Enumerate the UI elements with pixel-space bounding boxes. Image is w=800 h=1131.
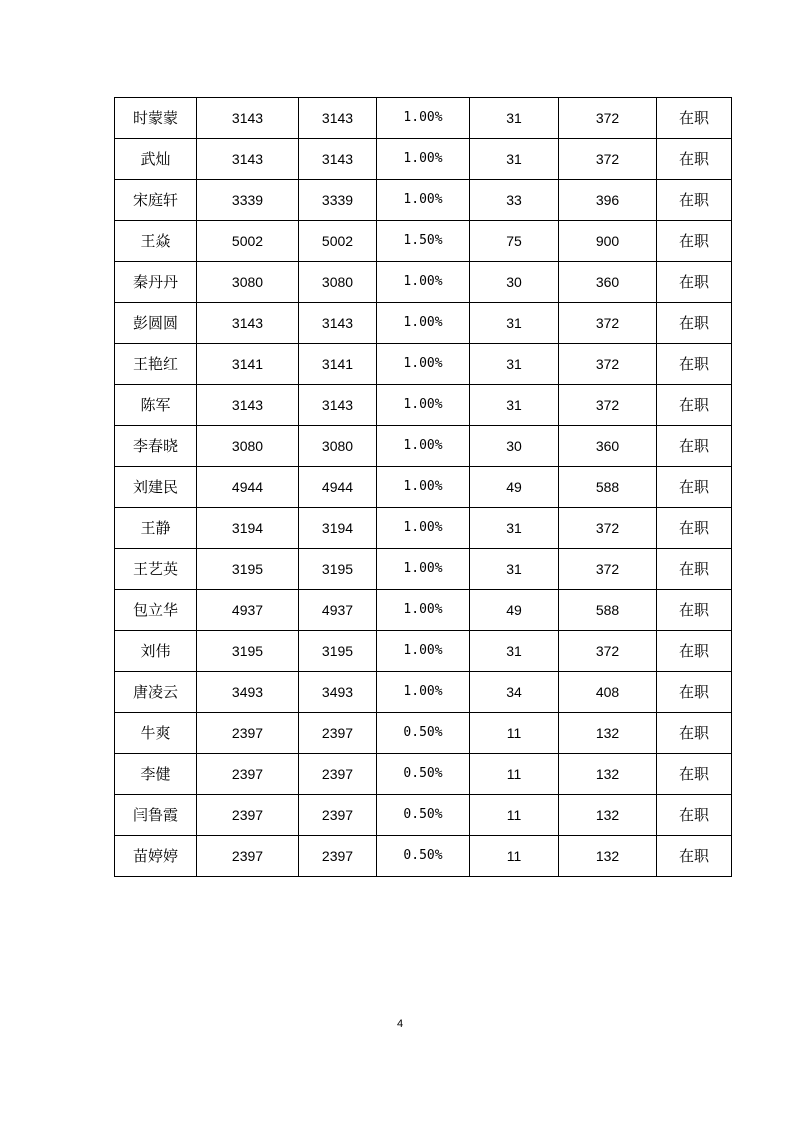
employment-status-cell: 在职 (657, 672, 732, 713)
table-row (115, 672, 732, 713)
base-salary-cell: 3195 (197, 631, 299, 672)
monthly-amount-cell: 11 (470, 754, 559, 795)
rate-cell: 1.00% (377, 303, 470, 344)
yearly-amount-cell: 588 (559, 467, 657, 508)
monthly-amount-cell: 31 (470, 631, 559, 672)
monthly-amount-cell: 31 (470, 139, 559, 180)
base-salary-cell: 2397 (197, 754, 299, 795)
base-salary-cell: 3493 (197, 672, 299, 713)
employment-status-cell: 在职 (657, 139, 732, 180)
employee-name-cell: 时蒙蒙 (115, 98, 197, 139)
monthly-amount-cell: 30 (470, 426, 559, 467)
contribution-base-cell: 3143 (299, 385, 377, 426)
rate-cell: 1.00% (377, 98, 470, 139)
employee-name-cell: 武灿 (115, 139, 197, 180)
employment-status-cell: 在职 (657, 467, 732, 508)
rate-cell: 0.50% (377, 836, 470, 877)
employee-name-cell: 唐凌云 (115, 672, 197, 713)
table-row (115, 344, 732, 385)
yearly-amount-cell: 372 (559, 508, 657, 549)
base-salary-cell: 5002 (197, 221, 299, 262)
monthly-amount-cell: 31 (470, 344, 559, 385)
table-row (115, 98, 732, 139)
base-salary-cell: 3143 (197, 98, 299, 139)
page-number: 4 (396, 1018, 404, 1030)
base-salary-cell: 3143 (197, 385, 299, 426)
employee-name-cell: 彭圆圆 (115, 303, 197, 344)
employee-name-cell: 李春晓 (115, 426, 197, 467)
employment-status-cell: 在职 (657, 713, 732, 754)
base-salary-cell: 3080 (197, 262, 299, 303)
base-salary-cell: 4937 (197, 590, 299, 631)
employment-status-cell: 在职 (657, 590, 732, 631)
employment-status-cell: 在职 (657, 795, 732, 836)
rate-cell: 0.50% (377, 713, 470, 754)
contribution-base-cell: 2397 (299, 836, 377, 877)
rate-cell: 1.00% (377, 385, 470, 426)
contribution-base-cell: 2397 (299, 795, 377, 836)
table-row (115, 385, 732, 426)
table-row (115, 713, 732, 754)
contribution-base-cell: 3141 (299, 344, 377, 385)
employment-status-cell: 在职 (657, 385, 732, 426)
contribution-base-cell: 3339 (299, 180, 377, 221)
yearly-amount-cell: 588 (559, 590, 657, 631)
rate-cell: 1.50% (377, 221, 470, 262)
base-salary-cell: 3143 (197, 303, 299, 344)
rate-cell: 1.00% (377, 508, 470, 549)
monthly-amount-cell: 49 (470, 467, 559, 508)
contribution-base-cell: 3143 (299, 139, 377, 180)
employment-status-cell: 在职 (657, 508, 732, 549)
contribution-base-cell: 4944 (299, 467, 377, 508)
base-salary-cell: 3194 (197, 508, 299, 549)
yearly-amount-cell: 372 (559, 631, 657, 672)
monthly-amount-cell: 49 (470, 590, 559, 631)
employee-name-cell: 刘建民 (115, 467, 197, 508)
yearly-amount-cell: 372 (559, 303, 657, 344)
base-salary-cell: 3080 (197, 426, 299, 467)
table-row (115, 426, 732, 467)
base-salary-cell: 2397 (197, 836, 299, 877)
employee-name-cell: 王艺英 (115, 549, 197, 590)
employment-status-cell: 在职 (657, 549, 732, 590)
table-row (115, 795, 732, 836)
employment-status-cell: 在职 (657, 98, 732, 139)
employment-status-cell: 在职 (657, 221, 732, 262)
monthly-amount-cell: 33 (470, 180, 559, 221)
base-salary-cell: 3141 (197, 344, 299, 385)
table-row (115, 180, 732, 221)
yearly-amount-cell: 360 (559, 426, 657, 467)
monthly-amount-cell: 31 (470, 508, 559, 549)
table-row (115, 754, 732, 795)
monthly-amount-cell: 31 (470, 98, 559, 139)
rate-cell: 1.00% (377, 180, 470, 221)
employee-name-cell: 陈军 (115, 385, 197, 426)
rate-cell: 1.00% (377, 139, 470, 180)
employee-name-cell: 王静 (115, 508, 197, 549)
employee-name-cell: 刘伟 (115, 631, 197, 672)
contribution-base-cell: 3194 (299, 508, 377, 549)
rate-cell: 1.00% (377, 672, 470, 713)
monthly-amount-cell: 11 (470, 836, 559, 877)
base-salary-cell: 3143 (197, 139, 299, 180)
employment-status-cell: 在职 (657, 836, 732, 877)
yearly-amount-cell: 132 (559, 713, 657, 754)
monthly-amount-cell: 31 (470, 385, 559, 426)
employee-name-cell: 牛爽 (115, 713, 197, 754)
table-row (115, 262, 732, 303)
base-salary-cell: 4944 (197, 467, 299, 508)
table-row (115, 139, 732, 180)
rate-cell: 1.00% (377, 344, 470, 385)
yearly-amount-cell: 372 (559, 344, 657, 385)
employment-status-cell: 在职 (657, 754, 732, 795)
table-row (115, 836, 732, 877)
yearly-amount-cell: 360 (559, 262, 657, 303)
monthly-amount-cell: 11 (470, 795, 559, 836)
rate-cell: 1.00% (377, 467, 470, 508)
rate-cell: 1.00% (377, 426, 470, 467)
table-row (115, 221, 732, 262)
contribution-base-cell: 2397 (299, 754, 377, 795)
contribution-base-cell: 3195 (299, 549, 377, 590)
rate-cell: 1.00% (377, 631, 470, 672)
yearly-amount-cell: 372 (559, 549, 657, 590)
rate-cell: 0.50% (377, 754, 470, 795)
base-salary-cell: 2397 (197, 713, 299, 754)
monthly-amount-cell: 30 (470, 262, 559, 303)
table-row (115, 549, 732, 590)
staff-table (114, 97, 732, 877)
employee-name-cell: 王焱 (115, 221, 197, 262)
monthly-amount-cell: 31 (470, 549, 559, 590)
base-salary-cell: 3339 (197, 180, 299, 221)
yearly-amount-cell: 132 (559, 754, 657, 795)
monthly-amount-cell: 11 (470, 713, 559, 754)
table-row (115, 303, 732, 344)
staff-table-body (115, 98, 732, 877)
yearly-amount-cell: 372 (559, 385, 657, 426)
employee-name-cell: 王艳红 (115, 344, 197, 385)
yearly-amount-cell: 900 (559, 221, 657, 262)
contribution-base-cell: 3143 (299, 303, 377, 344)
employment-status-cell: 在职 (657, 303, 732, 344)
monthly-amount-cell: 31 (470, 303, 559, 344)
employment-status-cell: 在职 (657, 180, 732, 221)
table-row (115, 590, 732, 631)
employment-status-cell: 在职 (657, 262, 732, 303)
employment-status-cell: 在职 (657, 426, 732, 467)
contribution-base-cell: 5002 (299, 221, 377, 262)
employee-name-cell: 包立华 (115, 590, 197, 631)
employment-status-cell: 在职 (657, 631, 732, 672)
contribution-base-cell: 3195 (299, 631, 377, 672)
table-row (115, 467, 732, 508)
yearly-amount-cell: 372 (559, 139, 657, 180)
yearly-amount-cell: 408 (559, 672, 657, 713)
rate-cell: 1.00% (377, 549, 470, 590)
contribution-base-cell: 3493 (299, 672, 377, 713)
table-row (115, 631, 732, 672)
base-salary-cell: 2397 (197, 795, 299, 836)
base-salary-cell: 3195 (197, 549, 299, 590)
employment-status-cell: 在职 (657, 344, 732, 385)
contribution-base-cell: 4937 (299, 590, 377, 631)
contribution-base-cell: 3080 (299, 262, 377, 303)
monthly-amount-cell: 34 (470, 672, 559, 713)
rate-cell: 1.00% (377, 262, 470, 303)
yearly-amount-cell: 372 (559, 98, 657, 139)
yearly-amount-cell: 396 (559, 180, 657, 221)
rate-cell: 1.00% (377, 590, 470, 631)
employee-name-cell: 苗婷婷 (115, 836, 197, 877)
employee-name-cell: 秦丹丹 (115, 262, 197, 303)
contribution-base-cell: 3143 (299, 98, 377, 139)
yearly-amount-cell: 132 (559, 795, 657, 836)
monthly-amount-cell: 75 (470, 221, 559, 262)
employee-name-cell: 李健 (115, 754, 197, 795)
yearly-amount-cell: 132 (559, 836, 657, 877)
rate-cell: 0.50% (377, 795, 470, 836)
contribution-base-cell: 2397 (299, 713, 377, 754)
table-row (115, 508, 732, 549)
contribution-base-cell: 3080 (299, 426, 377, 467)
employee-name-cell: 宋庭轩 (115, 180, 197, 221)
employee-name-cell: 闫鲁霞 (115, 795, 197, 836)
